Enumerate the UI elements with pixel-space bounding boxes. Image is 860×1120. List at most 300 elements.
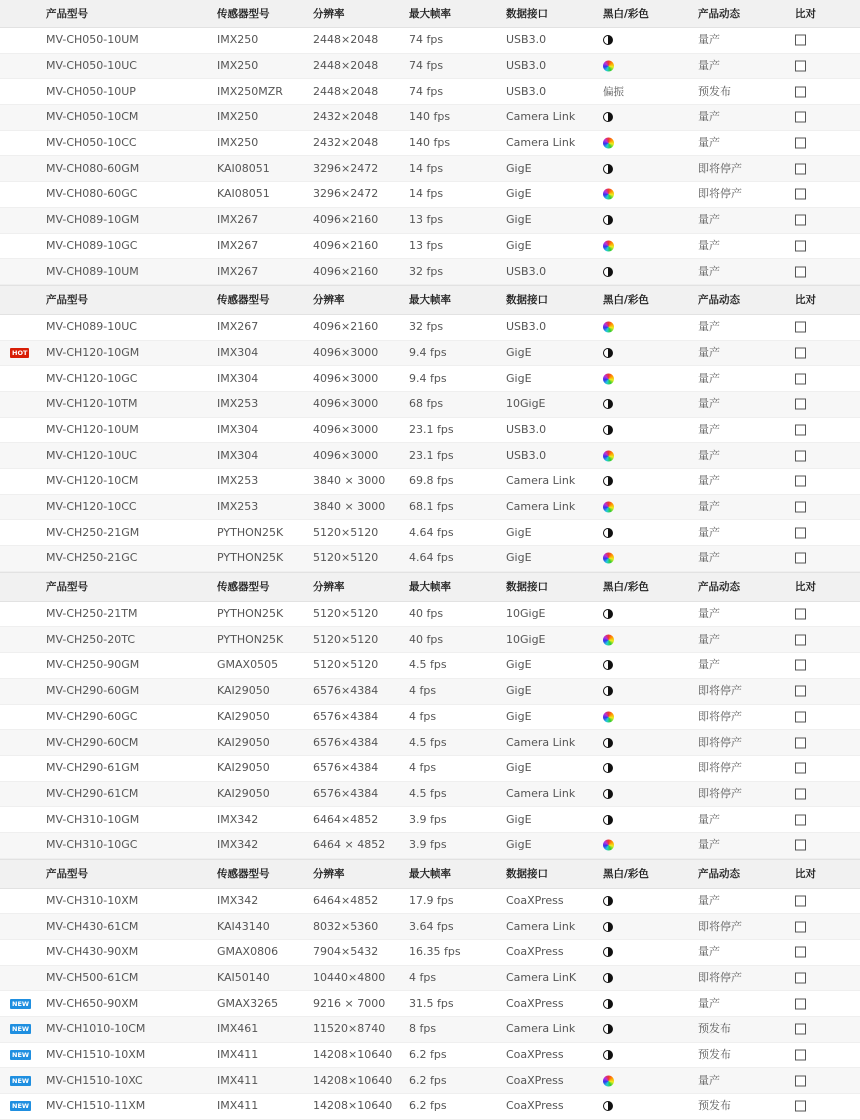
header-status: 产品动态 <box>698 293 740 306</box>
data-interface: CoaXPress <box>506 996 564 1010</box>
mono-half-circle-icon <box>603 112 613 122</box>
table-row <box>0 966 860 992</box>
max-frame-rate: 31.5 fps <box>409 996 454 1010</box>
data-interface: USB3.0 <box>506 320 547 334</box>
table-row <box>0 627 860 653</box>
color-type <box>603 973 613 983</box>
color-type <box>603 609 613 619</box>
resolution: 2432×2048 <box>313 110 379 124</box>
color-wheel-icon <box>603 61 614 72</box>
mono-half-circle-icon <box>603 686 613 696</box>
data-interface: Camera Link <box>506 735 576 749</box>
product-model: MV-CH650-90XM <box>46 996 139 1010</box>
color-type <box>603 840 614 851</box>
resolution: 4096×2160 <box>313 320 379 334</box>
color-type <box>603 399 613 409</box>
table-row <box>0 546 860 572</box>
resolution: 7904×5432 <box>313 945 379 959</box>
compare-checkbox[interactable] <box>795 634 806 645</box>
table-row <box>0 259 860 285</box>
product-model: MV-CH290-60CM <box>46 735 139 749</box>
table-row <box>0 833 860 859</box>
max-frame-rate: 23.1 fps <box>409 422 454 436</box>
compare-checkbox[interactable] <box>795 947 806 958</box>
table-header-row <box>0 572 860 602</box>
resolution: 2448×2048 <box>313 33 379 47</box>
sensor-model: IMX461 <box>217 1022 259 1036</box>
compare-cell <box>795 399 806 410</box>
header-resolution: 分辨率 <box>313 293 345 306</box>
product-status: 量产 <box>698 1073 720 1087</box>
compare-checkbox[interactable] <box>795 763 806 774</box>
compare-checkbox[interactable] <box>795 373 806 384</box>
color-type <box>603 348 613 358</box>
resolution: 3840 × 3000 <box>313 500 386 514</box>
color-wheel-icon <box>603 634 614 645</box>
color-type <box>603 425 613 435</box>
product-status: 即将停产 <box>698 786 742 800</box>
color-wheel-icon <box>603 1075 614 1086</box>
header-compare: 比对 <box>795 293 816 306</box>
data-interface: GigE <box>506 761 532 775</box>
mono-half-circle-icon <box>603 164 613 174</box>
product-model: MV-CH310-10GC <box>46 838 138 852</box>
resolution: 6576×4384 <box>313 709 379 723</box>
compare-checkbox[interactable] <box>795 840 806 851</box>
compare-checkbox[interactable] <box>795 189 806 200</box>
product-status: 量产 <box>698 422 720 436</box>
compare-checkbox[interactable] <box>795 112 806 123</box>
compare-checkbox[interactable] <box>795 814 806 825</box>
product-status: 量产 <box>698 551 720 565</box>
color-type <box>603 686 613 696</box>
data-interface: Camera LinK <box>506 971 577 985</box>
header-model: 产品型号 <box>46 867 88 880</box>
data-interface: 10GigE <box>506 397 546 411</box>
compare-checkbox[interactable] <box>795 35 806 46</box>
compare-cell <box>795 1024 806 1035</box>
sensor-model: IMX267 <box>217 238 259 252</box>
color-type <box>603 373 614 384</box>
resolution: 6576×4384 <box>313 786 379 800</box>
color-type <box>603 476 613 486</box>
mono-half-circle-icon <box>603 609 613 619</box>
max-frame-rate: 3.9 fps <box>409 812 447 826</box>
color-type <box>603 189 614 200</box>
mono-half-circle-icon <box>603 1050 613 1060</box>
compare-checkbox[interactable] <box>795 973 806 984</box>
compare-checkbox[interactable] <box>795 240 806 251</box>
product-status: 量产 <box>698 213 720 227</box>
compare-cell <box>795 266 806 277</box>
compare-cell <box>795 189 806 200</box>
product-model: MV-CH080-60GM <box>46 161 140 175</box>
color-type <box>603 660 613 670</box>
table-row <box>0 469 860 495</box>
product-model: MV-CH080-60GC <box>46 187 138 201</box>
resolution: 2448×2048 <box>313 59 379 73</box>
compare-checkbox[interactable] <box>795 921 806 932</box>
data-interface: GigE <box>506 551 532 565</box>
resolution: 5120×5120 <box>313 632 379 646</box>
polarized-label: 偏振 <box>603 85 624 98</box>
sensor-model: IMX250 <box>217 59 259 73</box>
product-status: 量产 <box>698 525 720 539</box>
compare-checkbox[interactable] <box>795 711 806 722</box>
product-model: MV-CH290-60GM <box>46 684 140 698</box>
resolution: 2432×2048 <box>313 136 379 150</box>
max-frame-rate: 4.5 fps <box>409 658 447 672</box>
table-row <box>0 105 860 131</box>
new-badge: NEW <box>12 1025 30 1034</box>
compare-cell <box>795 450 806 461</box>
product-model: MV-CH089-10GC <box>46 238 138 252</box>
max-frame-rate: 17.9 fps <box>409 893 454 907</box>
max-frame-rate: 140 fps <box>409 110 451 124</box>
product-status: 即将停产 <box>698 735 742 749</box>
product-model: MV-CH250-90GM <box>46 658 140 672</box>
product-status: 即将停产 <box>698 919 742 933</box>
mono-half-circle-icon <box>603 528 613 538</box>
sensor-model: IMX253 <box>217 474 259 488</box>
compare-checkbox[interactable] <box>795 138 806 149</box>
compare-checkbox[interactable] <box>795 660 806 671</box>
max-frame-rate: 4 fps <box>409 971 437 985</box>
compare-checkbox[interactable] <box>795 1024 806 1035</box>
sensor-model: IMX250 <box>217 110 259 124</box>
max-frame-rate: 6.2 fps <box>409 1099 447 1113</box>
header-compare: 比对 <box>795 7 816 20</box>
compare-checkbox[interactable] <box>795 527 806 538</box>
compare-cell <box>795 921 806 932</box>
header-fps: 最大帧率 <box>409 580 451 593</box>
header-fps: 最大帧率 <box>409 293 451 306</box>
compare-checkbox[interactable] <box>795 322 806 333</box>
sensor-model: KAI50140 <box>217 971 270 985</box>
resolution: 10440×4800 <box>313 971 386 985</box>
compare-cell <box>795 322 806 333</box>
max-frame-rate: 4.64 fps <box>409 525 454 539</box>
product-status: 量产 <box>698 345 720 359</box>
compare-checkbox[interactable] <box>795 1101 806 1112</box>
compare-cell <box>795 86 806 97</box>
compare-checkbox[interactable] <box>795 609 806 620</box>
resolution: 4096×2160 <box>313 238 379 252</box>
compare-checkbox[interactable] <box>795 998 806 1009</box>
table-row <box>0 182 860 208</box>
compare-checkbox[interactable] <box>795 86 806 97</box>
sensor-model: IMX342 <box>217 893 259 907</box>
new-badge: NEW <box>12 1051 30 1060</box>
resolution: 14208×10640 <box>313 1048 393 1062</box>
header-model: 产品型号 <box>46 293 88 306</box>
table-row <box>0 443 860 469</box>
product-model: MV-CH290-60GC <box>46 709 138 723</box>
max-frame-rate: 4.5 fps <box>409 786 447 800</box>
data-interface: Camera Link <box>506 786 576 800</box>
product-model: MV-CH1510-11XM <box>46 1099 146 1113</box>
color-type <box>603 789 613 799</box>
compare-cell <box>795 373 806 384</box>
data-interface: 10GigE <box>506 632 546 646</box>
product-status: 量产 <box>698 658 720 672</box>
mono-half-circle-icon <box>603 973 613 983</box>
compare-cell <box>795 1075 806 1086</box>
mono-half-circle-icon <box>603 763 613 773</box>
resolution: 5120×5120 <box>313 551 379 565</box>
sensor-model: KAI29050 <box>217 786 270 800</box>
color-type <box>603 1075 614 1086</box>
compare-cell <box>795 112 806 123</box>
resolution: 14208×10640 <box>313 1073 393 1087</box>
color-type <box>603 711 614 722</box>
compare-cell <box>795 814 806 825</box>
max-frame-rate: 9.4 fps <box>409 371 447 385</box>
max-frame-rate: 74 fps <box>409 59 444 73</box>
compare-cell <box>795 947 806 958</box>
compare-cell <box>795 163 806 174</box>
product-status: 预发布 <box>698 84 731 98</box>
max-frame-rate: 14 fps <box>409 187 444 201</box>
mono-half-circle-icon <box>603 399 613 409</box>
table-header-row <box>0 285 860 315</box>
data-interface: GigE <box>506 838 532 852</box>
max-frame-rate: 4.64 fps <box>409 551 454 565</box>
compare-checkbox[interactable] <box>795 347 806 358</box>
product-status: 即将停产 <box>698 971 742 985</box>
header-status: 产品动态 <box>698 580 740 593</box>
sensor-model: IMX267 <box>217 213 259 227</box>
sensor-model: PYTHON25K <box>217 632 284 646</box>
sensor-model: KAI08051 <box>217 187 270 201</box>
data-interface: GigE <box>506 345 532 359</box>
color-type <box>603 322 614 333</box>
sensor-model: IMX304 <box>217 422 259 436</box>
color-wheel-icon <box>603 502 614 513</box>
resolution: 6576×4384 <box>313 761 379 775</box>
color-wheel-icon <box>603 450 614 461</box>
product-status: 量产 <box>698 607 720 621</box>
product-model: MV-CH310-10XM <box>46 893 139 907</box>
data-interface: USB3.0 <box>506 59 547 73</box>
table-row <box>0 602 860 628</box>
color-type <box>603 164 613 174</box>
product-status: 即将停产 <box>698 684 742 698</box>
color-type <box>603 528 613 538</box>
resolution: 6576×4384 <box>313 735 379 749</box>
product-status: 即将停产 <box>698 761 742 775</box>
product-status: 量产 <box>698 945 720 959</box>
sensor-model: KAI43140 <box>217 919 270 933</box>
max-frame-rate: 16.35 fps <box>409 945 461 959</box>
compare-checkbox[interactable] <box>795 502 806 513</box>
compare-cell <box>795 502 806 513</box>
header-interface: 数据接口 <box>506 580 548 593</box>
header-interface: 数据接口 <box>506 293 548 306</box>
max-frame-rate: 74 fps <box>409 33 444 47</box>
table-row <box>0 679 860 705</box>
compare-cell <box>795 553 806 564</box>
compare-cell <box>795 1050 806 1061</box>
header-interface: 数据接口 <box>506 867 548 880</box>
product-status: 即将停产 <box>698 709 742 723</box>
table-row <box>0 1017 860 1043</box>
table-row <box>0 79 860 105</box>
data-interface: CoaXPress <box>506 1073 564 1087</box>
table-row <box>0 756 860 782</box>
mono-half-circle-icon <box>603 922 613 932</box>
compare-checkbox[interactable] <box>795 476 806 487</box>
data-interface: GigE <box>506 238 532 252</box>
compare-checkbox[interactable] <box>795 450 806 461</box>
header-fps: 最大帧率 <box>409 867 451 880</box>
sensor-model: IMX250 <box>217 33 259 47</box>
product-status: 量产 <box>698 448 720 462</box>
color-type <box>603 634 614 645</box>
data-interface: Camera Link <box>506 1022 576 1036</box>
product-model: MV-CH250-21GM <box>46 525 140 539</box>
product-model: MV-CH120-10TM <box>46 397 138 411</box>
compare-checkbox[interactable] <box>795 424 806 435</box>
color-type <box>603 1050 613 1060</box>
sensor-model: GMAX0505 <box>217 658 279 672</box>
mono-half-circle-icon <box>603 476 613 486</box>
product-model: MV-CH250-21GC <box>46 551 138 565</box>
compare-checkbox[interactable] <box>795 737 806 748</box>
compare-checkbox[interactable] <box>795 1050 806 1061</box>
max-frame-rate: 4 fps <box>409 684 437 698</box>
product-model: MV-CH430-90XM <box>46 945 139 959</box>
table-row <box>0 705 860 731</box>
compare-cell <box>795 840 806 851</box>
compare-checkbox[interactable] <box>795 215 806 226</box>
product-model: MV-CH089-10UC <box>46 320 137 334</box>
product-model: MV-CH310-10GM <box>46 812 140 826</box>
mono-half-circle-icon <box>603 660 613 670</box>
product-model: MV-CH1510-10XC <box>46 1073 143 1087</box>
table-row <box>0 1094 860 1120</box>
product-status: 量产 <box>698 33 720 47</box>
compare-cell <box>795 634 806 645</box>
max-frame-rate: 140 fps <box>409 136 451 150</box>
compare-cell <box>795 476 806 487</box>
max-frame-rate: 14 fps <box>409 161 444 175</box>
resolution: 9216 × 7000 <box>313 996 386 1010</box>
data-interface: Camera Link <box>506 110 576 124</box>
data-interface: GigE <box>506 709 532 723</box>
product-status: 预发布 <box>698 1099 731 1113</box>
compare-cell <box>795 527 806 538</box>
resolution: 4096×2160 <box>313 213 379 227</box>
compare-cell <box>795 973 806 984</box>
compare-checkbox[interactable] <box>795 163 806 174</box>
product-model: MV-CH050-10UC <box>46 59 137 73</box>
compare-checkbox[interactable] <box>795 553 806 564</box>
compare-checkbox[interactable] <box>795 686 806 697</box>
compare-checkbox[interactable] <box>795 1075 806 1086</box>
resolution: 4096×2160 <box>313 264 379 278</box>
product-status: 量产 <box>698 59 720 73</box>
max-frame-rate: 40 fps <box>409 607 444 621</box>
sensor-model: IMX250 <box>217 136 259 150</box>
product-model: MV-CH120-10CC <box>46 500 137 514</box>
sensor-model: IMX267 <box>217 320 259 334</box>
table-row <box>0 54 860 80</box>
max-frame-rate: 4.5 fps <box>409 735 447 749</box>
color-wheel-icon <box>603 189 614 200</box>
header-resolution: 分辨率 <box>313 580 345 593</box>
data-interface: GigE <box>506 187 532 201</box>
color-type <box>603 240 614 251</box>
mono-half-circle-icon <box>603 896 613 906</box>
table-row <box>0 653 860 679</box>
product-model: MV-CH050-10CC <box>46 136 137 150</box>
header-color: 黑白/彩色 <box>603 580 649 593</box>
compare-checkbox[interactable] <box>795 266 806 277</box>
max-frame-rate: 6.2 fps <box>409 1048 447 1062</box>
compare-cell <box>795 61 806 72</box>
table-row <box>0 807 860 833</box>
resolution: 5120×5120 <box>313 525 379 539</box>
sensor-model: GMAX3265 <box>217 996 279 1010</box>
max-frame-rate: 69.8 fps <box>409 474 454 488</box>
product-status: 量产 <box>698 996 720 1010</box>
max-frame-rate: 4 fps <box>409 761 437 775</box>
color-type <box>603 896 613 906</box>
resolution: 5120×5120 <box>313 658 379 672</box>
resolution: 6576×4384 <box>313 684 379 698</box>
product-status: 量产 <box>698 320 720 334</box>
data-interface: USB3.0 <box>506 33 547 47</box>
data-interface: USB3.0 <box>506 448 547 462</box>
resolution: 3840 × 3000 <box>313 474 386 488</box>
data-interface: GigE <box>506 658 532 672</box>
header-sensor: 传感器型号 <box>217 293 270 306</box>
data-interface: CoaXPress <box>506 1099 564 1113</box>
sensor-model: KAI29050 <box>217 684 270 698</box>
data-interface: CoaXPress <box>506 893 564 907</box>
mono-half-circle-icon <box>603 215 613 225</box>
compare-checkbox[interactable] <box>795 399 806 410</box>
resolution: 4096×3000 <box>313 448 379 462</box>
product-model: MV-CH120-10CM <box>46 474 139 488</box>
compare-checkbox[interactable] <box>795 895 806 906</box>
sensor-model: KAI08051 <box>217 161 270 175</box>
table-row <box>0 520 860 546</box>
product-model: MV-CH500-61CM <box>46 971 139 985</box>
header-color: 黑白/彩色 <box>603 293 649 306</box>
compare-cell <box>795 763 806 774</box>
header-fps: 最大帧率 <box>409 7 451 20</box>
resolution: 14208×10640 <box>313 1099 393 1113</box>
sensor-model: IMX411 <box>217 1099 259 1113</box>
sensor-model: IMX253 <box>217 397 259 411</box>
header-color: 黑白/彩色 <box>603 7 649 20</box>
table-row <box>0 889 860 915</box>
table-row <box>0 782 860 808</box>
compare-checkbox[interactable] <box>795 788 806 799</box>
header-resolution: 分辨率 <box>313 7 345 20</box>
product-model: MV-CH430-61CM <box>46 919 139 933</box>
table-header-row <box>0 859 860 889</box>
compare-cell <box>795 737 806 748</box>
compare-checkbox[interactable] <box>795 61 806 72</box>
color-type <box>603 215 613 225</box>
product-status: 量产 <box>698 838 720 852</box>
header-color: 黑白/彩色 <box>603 867 649 880</box>
color-type <box>603 85 624 99</box>
sensor-model: IMX411 <box>217 1073 259 1087</box>
